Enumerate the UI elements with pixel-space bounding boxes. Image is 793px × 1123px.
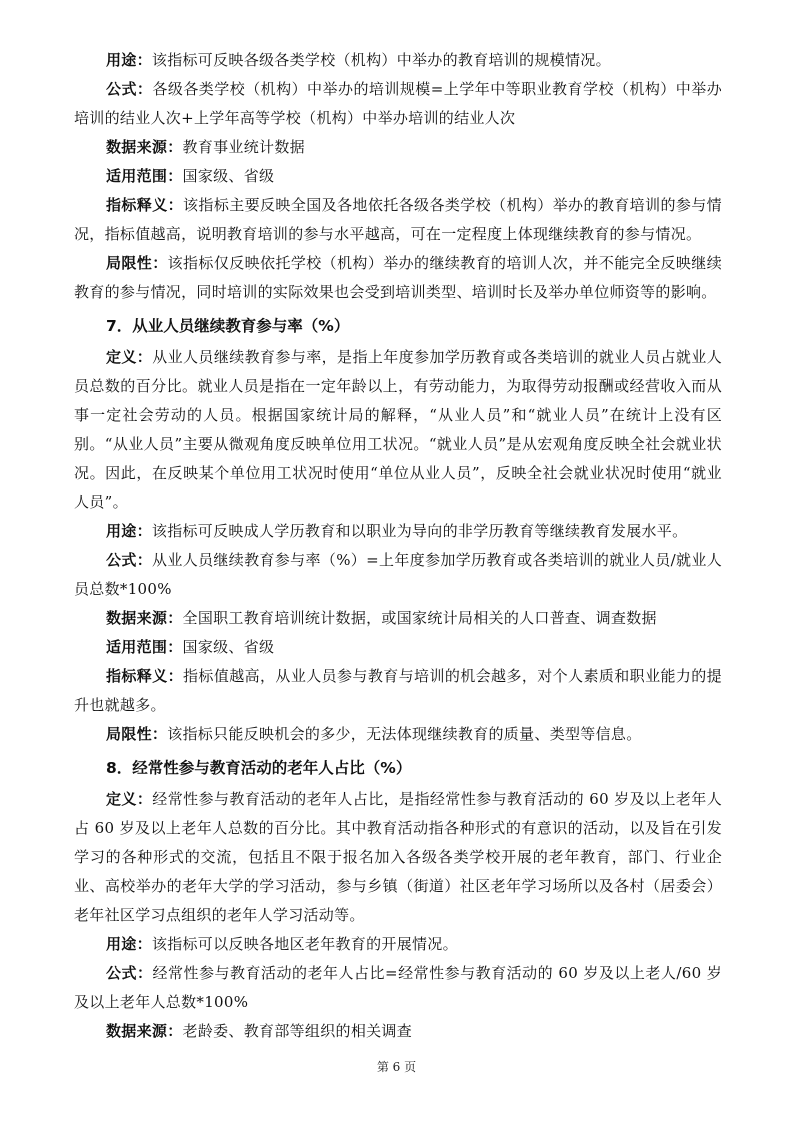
data-source-text: 全国职工教育培训统计数据，或国家统计局相关的人口普查、调查数据 xyxy=(182,609,657,627)
usage-paragraph xyxy=(74,930,722,959)
interpretation-text: 指标值越高，从业人员参与教育与培训的机会越多，对个人素质和职业能力的提升也就越多。 xyxy=(74,667,722,714)
scope-text: 国家级、省级 xyxy=(182,638,275,656)
data-source-term: 数据来源： xyxy=(106,1022,183,1040)
interpretation-text: 该指标主要反映全国及各地依托各级各类学校（机构）举办的教育培训的参与情况，指标值越高，说明教育培训的参与水平越高，可在一定程度上体现继续教育的参与情况。 xyxy=(74,196,722,243)
data-source-paragraph xyxy=(74,133,722,162)
formula-term: 公式： xyxy=(106,551,153,569)
data-source-paragraph xyxy=(74,604,722,633)
definition-term: 定义： xyxy=(106,790,153,808)
limitation-text: 该指标仅反映依托学校（机构）举办的继续教育的培训人次，并不能完全反映继续教育的参与情况，同时培训的实际效果也会受到培训类型、培训时长及举办单位师资等的影响。 xyxy=(74,254,722,301)
definition-text: 经常性参与教育活动的老年人占比，是指经常性参与教育活动的 60 岁及以上老年人占 60 岁及以上老年人总数的百分比。其中教育活动指各种形式的有意识的活动，以及旨在引发学习的各种形式的交流，包括且不限于报名加入各级各类学校开展的老年教育，部门、行业企业、高校举办的老年大学的学习活动，参与乡镇（街道）社区老年学习场所以及各村（居委会）老年社区学习点组织的老年人学习活动等。 xyxy=(74,790,723,924)
data-source-term: 数据来源： xyxy=(106,609,183,627)
data-source-paragraph xyxy=(74,1017,722,1046)
limitation-paragraph xyxy=(74,249,722,307)
page-number: 第 6 页 xyxy=(376,1060,417,1074)
usage-text: 该指标可以反映各地区老年教育的开展情况。 xyxy=(151,935,458,953)
interpretation-term: 指标释义： xyxy=(106,196,184,214)
definition-paragraph xyxy=(74,785,722,930)
usage-text: 该指标可反映成人学历教育和以职业为导向的非学历教育等继续教育发展水平。 xyxy=(151,522,688,540)
limitation-term: 局限性： xyxy=(106,725,168,743)
usage-term: 用途： xyxy=(106,522,152,540)
formula-paragraph xyxy=(74,75,722,133)
section-7-heading: 7．从业人员继续教育参与率（%） xyxy=(106,317,350,335)
interpretation-paragraph xyxy=(74,191,722,249)
limitation-paragraph xyxy=(74,720,722,749)
interpretation-term: 指标释义： xyxy=(106,667,184,685)
data-source-text: 教育事业统计数据 xyxy=(182,138,305,156)
formula-text: 经常性参与教育活动的老年人占比=经常性参与教育活动的 60 岁及以上老人/60 岁及以上老年人总数*100% xyxy=(74,964,722,1011)
data-source-term: 数据来源： xyxy=(106,138,183,156)
scope-term: 适用范围： xyxy=(106,638,183,656)
scope-term: 适用范围： xyxy=(106,167,183,185)
scope-paragraph xyxy=(74,162,722,191)
section-8-heading: 8．经常性参与教育活动的老年人占比（%） xyxy=(106,759,412,777)
formula-paragraph xyxy=(74,546,722,604)
definition-text: 从业人员继续教育参与率，是指上年度参加学历教育或各类培训的就业人员占就业人员总数的百分比。就业人员是指在一定年龄以上，有劳动能力，为取得劳动报酬或经营收入而从事一定社会劳动的人员。根据国家统计局的解释，“从业人员”和“就业人员”在统计上没有区别。“从业人员”主要从微观角度反映单位用工状况。“就业人员”是从宏观角度反映全社会就业状况。因此，在反映某个单位用工状况时使用“单位从业人员”，反映全社会就业状况时使用“就业人员”。 xyxy=(74,348,723,511)
limitation-term: 局限性： xyxy=(106,254,168,272)
definition-term: 定义： xyxy=(106,348,153,366)
formula-term: 公式： xyxy=(106,964,153,982)
usage-term: 用途： xyxy=(106,51,152,69)
scope-text: 国家级、省级 xyxy=(182,167,275,185)
usage-paragraph xyxy=(74,517,722,546)
formula-text: 从业人员继续教育参与率（%）=上年度参加学历教育或各类培训的就业人员/就业人员总数*100% xyxy=(74,551,723,598)
definition-paragraph xyxy=(74,343,722,517)
interpretation-paragraph xyxy=(74,662,722,720)
formula-term: 公式： xyxy=(106,80,153,98)
usage-text: 该指标可反映各级各类学校（机构）中举办的教育培训的规模情况。 xyxy=(151,51,611,69)
page-content xyxy=(74,46,722,1046)
usage-paragraph xyxy=(74,46,722,75)
usage-term: 用途： xyxy=(106,935,152,953)
formula-paragraph xyxy=(74,959,722,1017)
scope-paragraph xyxy=(74,633,722,662)
limitation-text: 该指标只能反映机会的多少，无法体现继续教育的质量、类型等信息。 xyxy=(167,725,642,743)
formula-text: 各级各类学校（机构）中举办的培训规模=上学年中等职业教育学校（机构）中举办培训的结业人次+上学年高等学校（机构）中举办培训的结业人次 xyxy=(74,80,723,127)
data-source-text: 老龄委、教育部等组织的相关调查 xyxy=(182,1022,413,1040)
